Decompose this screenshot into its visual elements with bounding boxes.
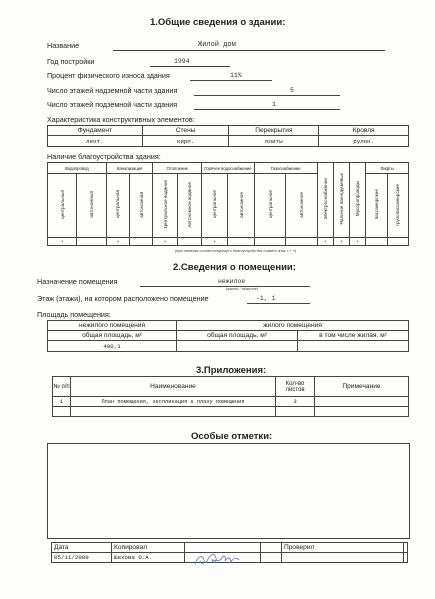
area-table (47, 320, 409, 352)
field-year-label: Год постройки (47, 57, 95, 66)
area-sub-total: общая площадь, м² (48, 331, 177, 341)
field-year-value: 1994 (174, 58, 190, 65)
floor-value: -1, 1 (256, 295, 276, 302)
amen-mark (366, 238, 387, 246)
amen-sub: грузопассажирские (395, 183, 401, 226)
amen-sub: автономный (89, 191, 95, 218)
amen-sub: автономная (138, 191, 144, 218)
amen-sub: центральный (59, 190, 65, 219)
appendix-table (52, 376, 409, 417)
amen-group-lifts: Лифты (366, 163, 409, 174)
amen-sub: Центральное водяное (162, 180, 168, 229)
amen-group-gas: Газоснабжение (254, 163, 317, 174)
amen-mark (254, 238, 285, 246)
area-col-res: жилого помещения (177, 321, 409, 331)
amen-electric-cell (317, 163, 333, 238)
area-nonres-value: 400,1 (48, 341, 177, 352)
amen-group-hotwater: Горячее водоснабжение (202, 163, 255, 174)
area-res-total-value (177, 341, 298, 352)
area-sub-total-res: общая площадь, м² (177, 331, 298, 341)
amen-title: Наличие благоустройства здания: (47, 152, 161, 161)
amen-mark (387, 238, 408, 246)
amen-mark (130, 238, 153, 246)
field-above-floors-value: 5 (290, 87, 294, 94)
amen-table (47, 162, 409, 246)
amen-mark: + (350, 238, 366, 246)
special-title: Особые отметки: (191, 431, 273, 442)
amen-mark: + (202, 238, 228, 246)
area-title: Площадь помещения: (37, 310, 111, 319)
field-wear-value: 11% (230, 72, 242, 79)
amen-sub: центральное (267, 190, 273, 219)
purpose-value: нежилое (218, 278, 246, 285)
constr-value: плиты (229, 136, 319, 147)
field-under-floors-value: 1 (272, 101, 276, 108)
appendix-header-num: № п/п (53, 377, 71, 397)
amen-group-bath: Наличие ванн/душевых (338, 173, 344, 225)
appendix-header-sheets: Кол-во листов (276, 377, 315, 397)
amen-sub: автономное (238, 191, 244, 218)
amen-mark: + (106, 238, 129, 246)
area-sub-living: в том числе жилая, м² (298, 331, 409, 341)
amen-group-electric: Электроснабжение (322, 178, 328, 220)
appendix-row-name: План помещения, экспликация к плану помещения (71, 397, 276, 407)
footer-checked-label: Проверил (282, 543, 404, 553)
purpose-label: Назначение помещения (37, 277, 118, 286)
special-marks-box (47, 443, 410, 539)
amen-mark (177, 238, 201, 246)
amen-mark: + (153, 238, 177, 246)
field-wear-label: Процент физического износа здания (47, 71, 170, 80)
field-above-floors-label: Число этажей надземной части здания (47, 86, 178, 95)
footer-date-value: 05/11/2009 (52, 553, 112, 563)
amen-note: (при наличии соответствующего благоустройства ставить знак « + ») (175, 249, 297, 253)
constr-value: лент. (48, 136, 143, 147)
section2-title: 2.Сведения о помещении: (173, 262, 296, 273)
footer-copied-label: Копировал (112, 543, 185, 553)
purpose-hint: (жилое / нежилое) (226, 287, 259, 291)
appendix-row-sheets: 3 (276, 397, 315, 407)
appendix-header-name: Наименование (71, 377, 276, 397)
area-res-living-value (298, 341, 409, 352)
amen-mark: + (333, 238, 349, 246)
constr-header: Кровля (319, 126, 409, 136)
amen-mark: + (317, 238, 333, 246)
amen-mark (286, 238, 317, 246)
amen-sub: центральная (115, 190, 121, 219)
amen-group-water: Водопровод (48, 163, 107, 174)
amen-group-heating: Отопление (153, 163, 202, 174)
constr-header: Перекрытия (229, 126, 319, 136)
amen-bath-cell (333, 163, 349, 238)
constr-header: Фундамент (48, 126, 143, 136)
field-under-floors-label: Число этажей подземной части здания (47, 100, 178, 109)
constr-table (47, 125, 409, 147)
field-name-value: Жилой дом (198, 41, 236, 49)
appendix-header-note: Примечание (315, 377, 409, 397)
area-col-nonres: нежилого помещения (48, 321, 177, 331)
floor-label: Этаж (этажи), на котором расположено помещение (37, 294, 209, 303)
section1-title: 1.Общие сведения о здании: (150, 17, 286, 28)
field-name-label: Название (47, 41, 80, 50)
signature-icon (192, 548, 242, 570)
amen-garbage-cell (350, 163, 366, 238)
footer-date-label: Дата (52, 543, 112, 553)
constr-header: Стены (142, 126, 229, 136)
constr-value: кирп. (142, 136, 229, 147)
appendix-row-note (315, 397, 409, 407)
footer-copied-value: Шахова О.А. (112, 553, 185, 563)
amen-sub: центральное (212, 190, 218, 219)
constr-title: Характеристика конструктивных элементов: (47, 115, 195, 124)
amen-mark: + (48, 238, 77, 246)
section3-title: 3.Приложения: (196, 365, 267, 376)
amen-mark (77, 238, 106, 246)
amen-sub: Автономное водяное (186, 181, 192, 228)
amen-mark (228, 238, 254, 246)
constr-value: рулон. (319, 136, 409, 147)
amen-group-garbage: Мусоропроводы (355, 181, 361, 217)
appendix-row-num: 1 (53, 397, 71, 407)
amen-sub: автономное (298, 191, 304, 218)
amen-group-sewer: Канализация (106, 163, 153, 174)
amen-sub: пассажирские (373, 189, 379, 220)
